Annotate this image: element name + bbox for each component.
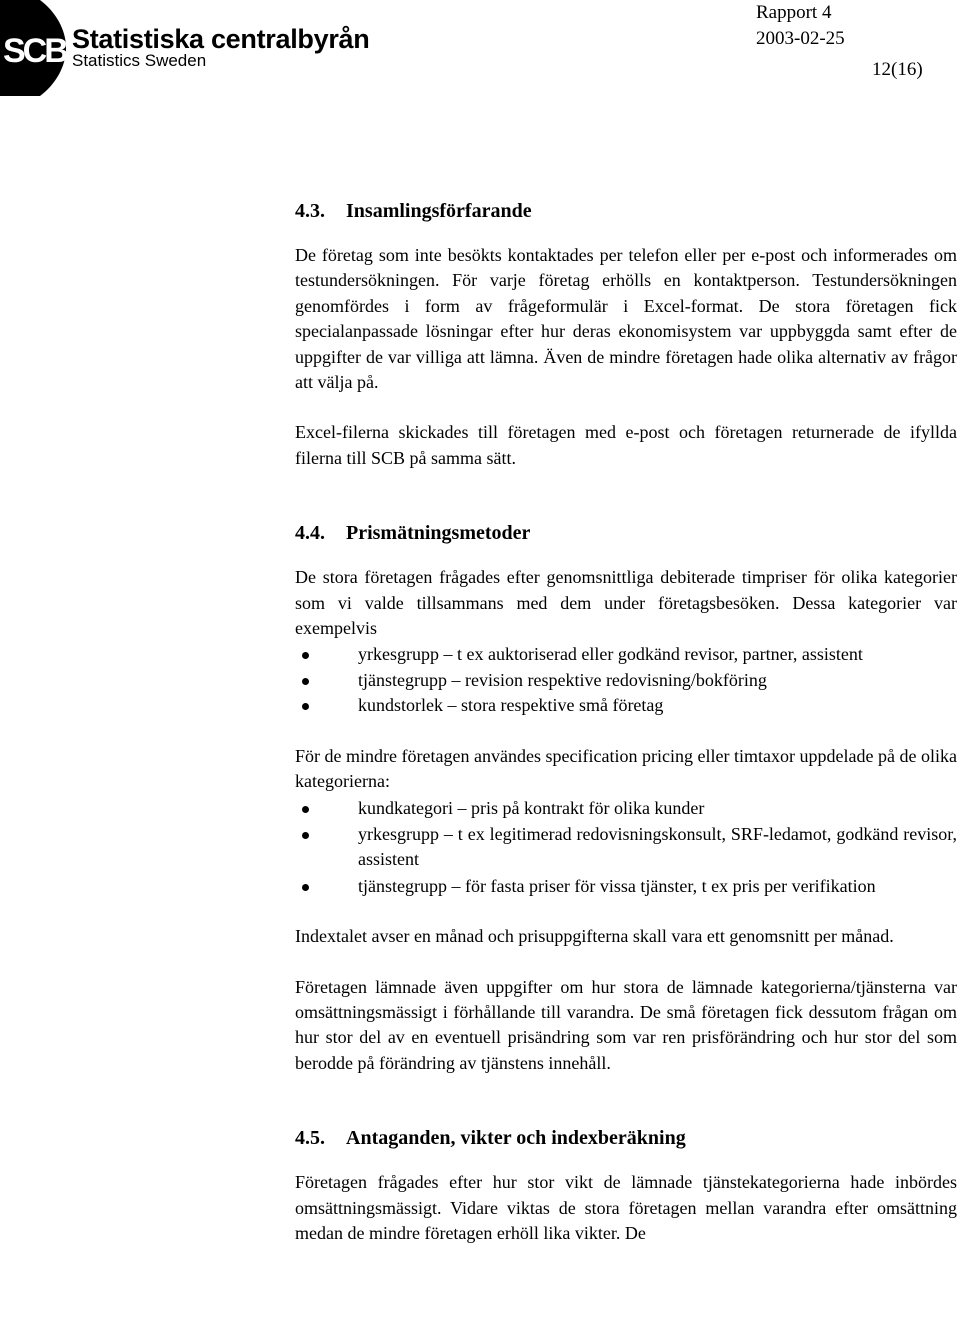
report-title: Rapport 4 xyxy=(756,2,832,23)
section-title: Prismätningsmetoder xyxy=(346,522,531,545)
paragraph: Indextalet avser en månad och prisuppgifterna skall vara ett genomsnitt per månad. xyxy=(295,926,894,947)
paragraph: Företagen lämnade även uppgifter om hur stora de lämnade kategorierna/tjänsterna var omsättningsmässigt i förhållande till varandra. De små företagen fick dessutom frågan om hur stor del av en eventuell prisändring som var ren prisförändring och hur stor del som berodde på förändring av tjänstens innehåll. xyxy=(295,976,957,1073)
paragraph: Excel-filerna skickades till företagen med e-post och företagen returnerade de ifyllda filerna till SCB på samma sätt. xyxy=(295,422,957,468)
paragraph: De stora företagen frågades efter genomsnittliga debiterade timpriser för olika kategorier som vi valde tillsammans med dem under företagsbesöken. Dessa kategorier var exempelvis xyxy=(295,567,957,639)
bullet-list xyxy=(295,796,957,900)
section-heading-4-3 xyxy=(295,197,957,225)
logo-subtitle: Statistics Sweden xyxy=(72,51,207,70)
section-number: 4.5. xyxy=(295,1127,325,1150)
bullet-icon xyxy=(302,678,309,685)
section-heading-4-4 xyxy=(295,519,957,547)
section-heading-4-5 xyxy=(295,1124,957,1152)
bullet-icon xyxy=(302,884,309,891)
bullet-icon xyxy=(302,652,309,659)
section-number: 4.3. xyxy=(295,200,325,222)
scb-logo-icon xyxy=(0,0,66,96)
bullet-list xyxy=(295,642,957,718)
paragraph: Företagen frågades efter hur stor vikt de lämnade tjänstekategorierna hade inbördes omsättningsmässigt. Vidare viktas de stora företagen mellan varandra efter omsättning medan de mindre företagen erhöll lika vikter. De xyxy=(295,1172,957,1243)
document-body xyxy=(295,197,957,1246)
bullet-icon xyxy=(302,806,309,813)
list-item: yrkesgrupp – t ex legitimerad redovisningskonsult, SRF-ledamot, godkänd revisor, assistent xyxy=(295,822,957,873)
report-header xyxy=(756,0,956,83)
section-title: Insamlingsförfarande xyxy=(346,200,532,222)
scb-logo xyxy=(0,0,380,96)
section-number: 4.4. xyxy=(295,522,325,545)
list-item: yrkesgrupp – t ex auktoriserad eller godkänd revisor, partner, assistent xyxy=(295,642,957,667)
svg-text:SCB: SCB xyxy=(3,32,66,70)
list-item: kundkategori – pris på kontrakt för olika kunder xyxy=(295,796,957,821)
bullet-icon xyxy=(302,832,309,839)
paragraph: För de mindre företagen användes specification pricing eller timtaxor uppdelade på de olika kategorierna: xyxy=(295,745,957,792)
logo-name: Statistiska centralbyrån xyxy=(72,24,370,54)
list-item: tjänstegrupp – revision respektive redovisning/bokföring xyxy=(295,668,957,693)
page-number: 12(16) xyxy=(872,59,923,80)
section-title: Antaganden, vikter och indexberäkning xyxy=(346,1127,686,1150)
report-date: 2003-02-25 xyxy=(756,28,845,49)
paragraph: De företag som inte besökts kontaktades per telefon eller per e-post och informerades om testundersökningen. För varje företag erhölls en kontaktperson. Testundersökningen genomfördes i form av frågeformulär i Excel-format. De stora företagen fick specialanpassade lösningar efter hur deras ekonomisystem var uppbyggda samt efter de uppgifter de var villiga att lämna. Även de mindre företagen hade olika alternativ av frågor att välja på. xyxy=(295,245,957,393)
list-item: tjänstegrupp – för fasta priser för vissa tjänster, t ex pris per verifikation xyxy=(295,874,957,899)
list-item: kundstorlek – stora respektive små företag xyxy=(295,693,957,718)
bullet-icon xyxy=(302,703,309,710)
